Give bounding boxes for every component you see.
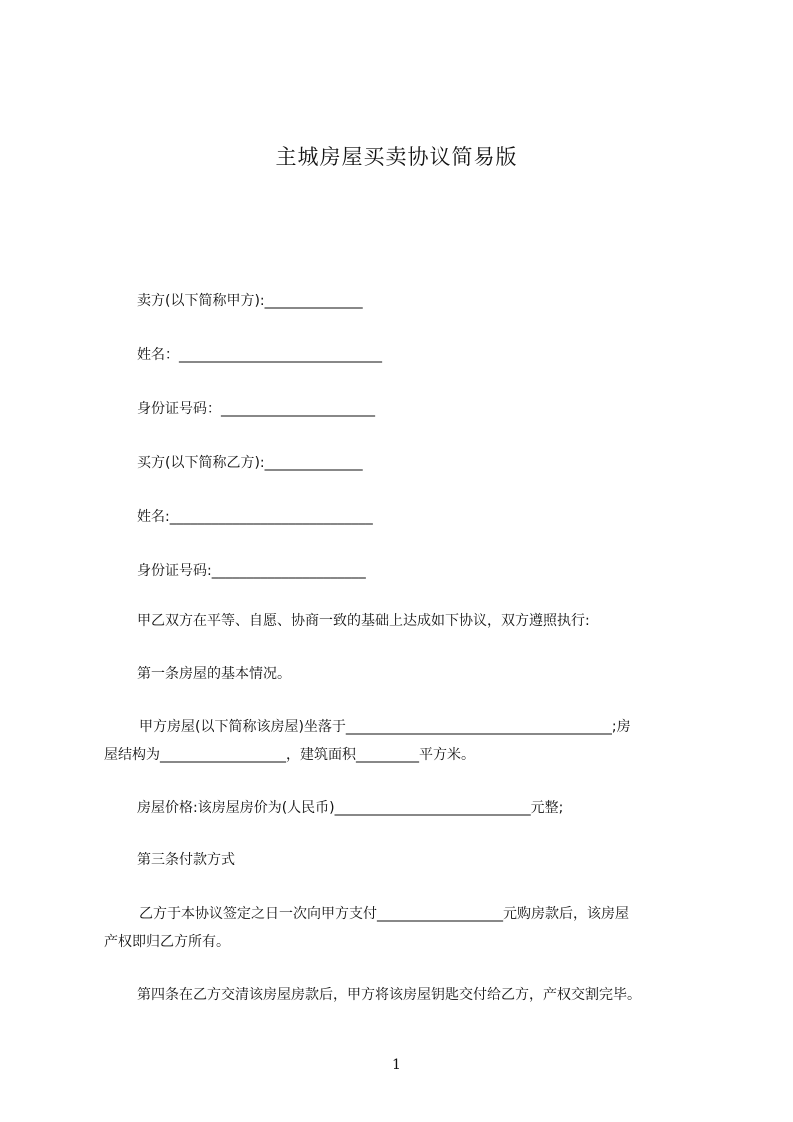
clause-location-line-2: 屋结构为__________________，建筑面积_________平方米。 (104, 747, 475, 763)
seller-name-line: 姓名：_____________________________ (137, 347, 382, 363)
page-number: 1 (392, 1057, 401, 1073)
payment-line-2: 产权即归乙方所有。 (104, 934, 230, 950)
seller-id-line: 身份证号码：______________________ (137, 401, 375, 417)
buyer-name-line: 姓名:_____________________________ (137, 509, 373, 525)
clause-one-heading: 第一条房屋的基本情况。 (137, 666, 291, 682)
payment-line-1: 乙方于本协议签定之日一次向甲方支付__________________元购房款后，该房屋 (139, 906, 629, 922)
clause-location-paragraph (104, 713, 700, 769)
seller-line: 卖方(以下简称甲方):______________ (137, 293, 363, 309)
payment-paragraph (104, 900, 700, 956)
agreement-intro: 甲乙双方在平等、自愿、协商一致的基础上达成如下协议，双方遵照执行: (137, 613, 590, 629)
payment-heading: 第三条付款方式 (137, 852, 235, 868)
price-line: 房屋价格:该房屋房价为(人民币)____________________________元整; (137, 800, 564, 816)
buyer-id-line: 身份证号码:______________________ (137, 563, 366, 579)
document-title: 主城房屋买卖协议简易版 (275, 145, 518, 169)
buyer-line: 买方(以下简称乙方):______________ (137, 455, 363, 471)
clause-location-line-1: 甲方房屋(以下简称该房屋)坐落于______________________________________;房 (139, 719, 631, 735)
clause-four: 第四条在乙方交清该房屋房款后，甲方将该房屋钥匙交付给乙方，产权交割完毕。 (137, 987, 641, 1003)
